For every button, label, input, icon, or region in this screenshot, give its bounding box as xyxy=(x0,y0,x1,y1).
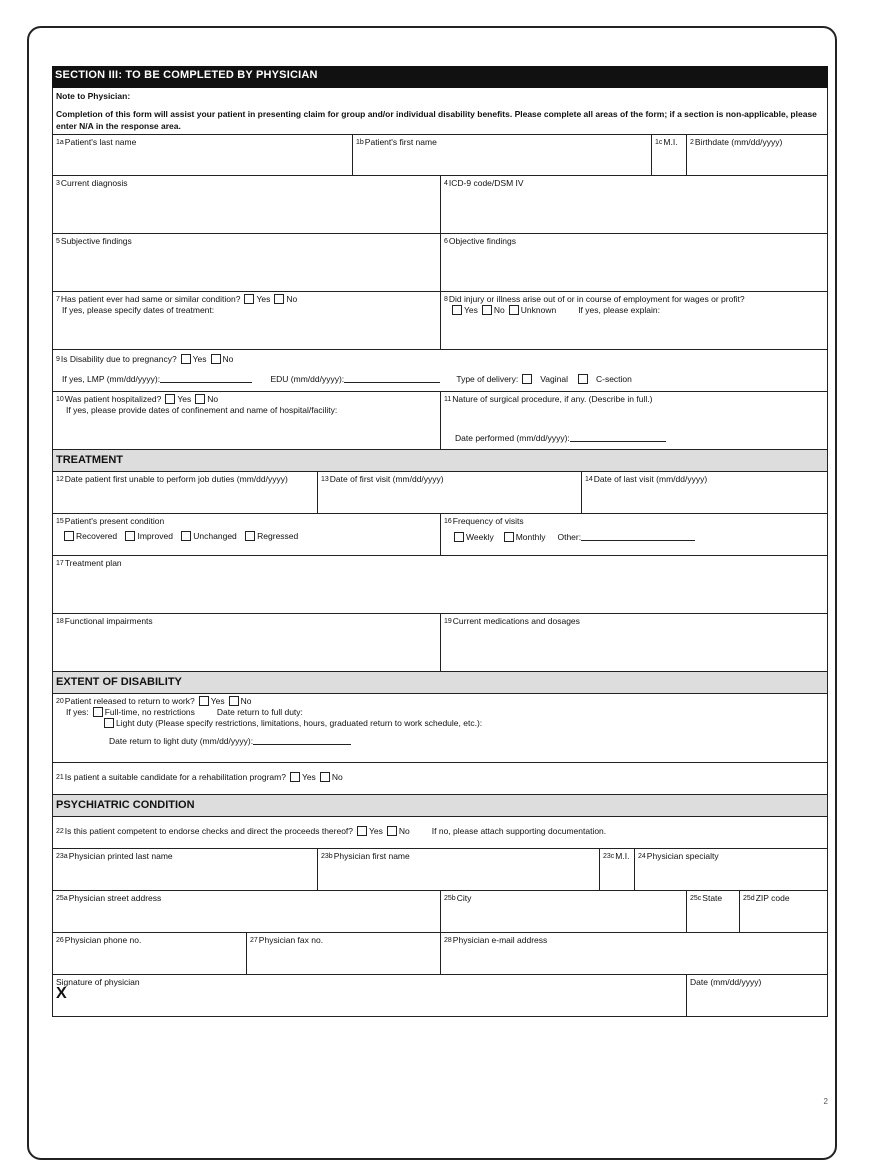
csection-checkbox[interactable] xyxy=(578,374,588,384)
yes-checkbox[interactable] xyxy=(244,294,254,304)
edu-input[interactable] xyxy=(344,373,440,383)
field-number: 19 xyxy=(444,618,452,625)
field-label: Functional impairments xyxy=(64,616,153,626)
field-label: M.I. xyxy=(615,851,630,861)
field-number: 1c xyxy=(655,139,663,146)
field-number: 24 xyxy=(638,853,646,860)
field-label: Birthdate (mm/dd/yyyy) xyxy=(694,137,783,147)
subjective-findings-field[interactable] xyxy=(53,234,440,291)
condition-frequency-row xyxy=(52,514,828,556)
physician-signature-field[interactable] xyxy=(53,975,686,1016)
delivery-label: Type of delivery: xyxy=(456,374,519,384)
physician-street-field[interactable] xyxy=(53,891,440,932)
field-label: State xyxy=(702,893,723,903)
checkbox-label: Regressed xyxy=(257,531,299,541)
signature-date-field[interactable] xyxy=(686,975,827,1016)
checkbox-label: Improved xyxy=(137,531,173,541)
checkbox-label: No xyxy=(398,826,410,836)
section-title: SECTION III: TO BE COMPLETED BY PHYSICIAN xyxy=(55,69,318,81)
physician-first-name-field[interactable] xyxy=(317,849,599,890)
checkbox-label: No xyxy=(286,294,298,304)
physician-specialty-field[interactable] xyxy=(634,849,827,890)
field-label: Patient's first name xyxy=(364,137,437,147)
icd9-code-field[interactable] xyxy=(440,176,827,233)
patient-last-name-field[interactable] xyxy=(53,135,352,175)
visit-frequency-field xyxy=(440,514,827,555)
treatment-section-header xyxy=(52,450,828,472)
checkbox-label: Unknown xyxy=(520,305,557,315)
field-number: 25c xyxy=(690,895,702,902)
checkbox-label: Yes xyxy=(177,394,192,404)
physician-name-row xyxy=(52,849,828,891)
yes-checkbox[interactable] xyxy=(357,826,367,836)
pregnancy-field xyxy=(53,350,827,391)
field-label: Date (mm/dd/yyyy) xyxy=(690,977,762,987)
field-label: Date of last visit (mm/dd/yyyy) xyxy=(593,474,708,484)
checkbox-label: Unchanged xyxy=(193,531,237,541)
field-label: Current medications and dosages xyxy=(452,616,580,626)
field-label: ZIP code xyxy=(755,893,790,903)
condition-history-row xyxy=(52,292,828,350)
checkbox-label: Weekly xyxy=(466,532,494,542)
signature-x-mark: X xyxy=(56,985,67,1002)
similar-condition-field xyxy=(53,292,440,349)
field-sublabel: If yes, please specify dates of treatment: xyxy=(62,305,215,315)
field-sublabel: If yes, please provide dates of confinement and name of hospital/facility: xyxy=(66,405,338,415)
field-label: Physician specialty xyxy=(646,851,719,861)
psychiatric-section-header xyxy=(52,795,828,817)
date-performed-input[interactable] xyxy=(570,432,666,442)
field-label: Current diagnosis xyxy=(60,178,128,188)
impairments-row xyxy=(52,614,828,672)
checkbox-label: Monthly xyxy=(515,532,546,542)
field-label: Is this patient competent to endorse checks and direct the proceeds thereof? xyxy=(64,826,354,836)
field-number: 1a xyxy=(56,139,64,146)
checkbox-label: Full-time, no restrictions xyxy=(104,707,195,717)
physician-fax-field[interactable] xyxy=(246,933,440,974)
patient-mi-field[interactable] xyxy=(651,135,686,175)
checkbox-label: Yes xyxy=(210,696,225,706)
checkbox-label: Yes xyxy=(192,354,207,364)
field-label: Objective findings xyxy=(448,236,516,246)
field-label: Is patient a suitable candidate for a rehabilitation program? xyxy=(64,772,286,782)
field-label: Has patient ever had same or similar condition? xyxy=(60,294,241,304)
improved-checkbox[interactable] xyxy=(125,531,135,541)
field-label: Was patient hospitalized? xyxy=(64,394,162,404)
page-number: 2 xyxy=(823,1097,828,1106)
field-label: Patient's present condition xyxy=(64,516,165,526)
return-to-work-row xyxy=(52,694,828,763)
checkbox-label: Yes xyxy=(464,305,478,315)
checkbox-label: No xyxy=(222,354,234,364)
field-number: 8 xyxy=(444,296,448,303)
hospitalized-field xyxy=(53,392,440,449)
physician-state-field[interactable] xyxy=(686,891,739,932)
checkbox-label: Light duty (Please specify restrictions, limitations, hours, graduated return to work schedule, etc.): xyxy=(116,718,483,728)
field-number: 23a xyxy=(56,853,68,860)
field-number: 1b xyxy=(356,139,364,146)
lmp-input[interactable] xyxy=(160,373,252,383)
competency-note: If no, please attach supporting documentation. xyxy=(431,826,607,836)
yes-checkbox[interactable] xyxy=(452,305,462,315)
no-checkbox[interactable] xyxy=(387,826,397,836)
yes-checkbox[interactable] xyxy=(165,394,175,404)
field-label: Physician e-mail address xyxy=(452,935,548,945)
checkbox-label: No xyxy=(240,696,252,706)
physician-phone-field[interactable] xyxy=(53,933,246,974)
full-duty-date-label: Date return to full duty: xyxy=(216,707,303,717)
weekly-checkbox[interactable] xyxy=(454,532,464,542)
physician-contact-row xyxy=(52,933,828,975)
no-checkbox[interactable] xyxy=(274,294,284,304)
checkbox-label: Recovered xyxy=(76,531,118,541)
recovered-checkbox[interactable] xyxy=(64,531,74,541)
light-duty-date-label: Date return to light duty (mm/dd/yyyy): xyxy=(109,736,254,746)
physician-last-name-field[interactable] xyxy=(53,849,317,890)
competency-field xyxy=(53,817,827,848)
functional-impairments-field[interactable] xyxy=(53,614,440,671)
field-label: Patient's last name xyxy=(64,137,137,147)
field-number: 23b xyxy=(321,853,333,860)
extent-section-header xyxy=(52,672,828,694)
field-label: Physician phone no. xyxy=(64,935,142,945)
field-label: Physician fax no. xyxy=(258,935,324,945)
field-number: 27 xyxy=(250,937,258,944)
field-label: Date of first visit (mm/dd/yyyy) xyxy=(329,474,444,484)
date-performed-label: Date performed (mm/dd/yyyy): xyxy=(455,433,570,443)
birthdate-field[interactable] xyxy=(686,135,827,175)
physician-address-row xyxy=(52,891,828,933)
field-number: 9 xyxy=(56,356,60,363)
physician-city-field[interactable] xyxy=(440,891,686,932)
field-label: Physician printed last name xyxy=(68,851,173,861)
if-yes-label: If yes: xyxy=(66,707,89,717)
edu-label: EDU (mm/dd/yyyy): xyxy=(270,374,345,384)
checkbox-label: No xyxy=(493,305,505,315)
field-number: 21 xyxy=(56,774,64,781)
unknown-checkbox[interactable] xyxy=(509,305,519,315)
field-number: 28 xyxy=(444,937,452,944)
field-number: 17 xyxy=(56,560,64,567)
field-number: 4 xyxy=(444,180,448,187)
checkbox-label: No xyxy=(207,394,219,404)
no-checkbox[interactable] xyxy=(211,354,221,364)
field-label: Physician first name xyxy=(333,851,410,861)
checkbox-label: C-section xyxy=(595,374,632,384)
light-duty-date-input[interactable] xyxy=(253,735,351,745)
field-sublabel: If yes, please explain: xyxy=(578,305,660,315)
field-number: 22 xyxy=(56,828,64,835)
objective-findings-field[interactable] xyxy=(440,234,827,291)
field-number: 23c xyxy=(603,853,615,860)
rehabilitation-field xyxy=(53,763,827,794)
field-number: 10 xyxy=(56,396,64,403)
no-checkbox[interactable] xyxy=(229,696,239,706)
field-number: 12 xyxy=(56,476,64,483)
first-unable-date-field[interactable] xyxy=(53,472,317,513)
competency-row xyxy=(52,817,828,849)
full-time-checkbox[interactable] xyxy=(93,707,103,717)
section-title: TREATMENT xyxy=(56,454,124,466)
yes-checkbox[interactable] xyxy=(181,354,191,364)
no-checkbox[interactable] xyxy=(320,772,330,782)
visit-dates-row xyxy=(52,472,828,514)
field-label: Signature of physician xyxy=(56,977,140,987)
field-number: 25b xyxy=(444,895,456,902)
field-label: Patient released to return to work? xyxy=(64,696,195,706)
other-label: Other: xyxy=(557,532,582,542)
checkbox-label: Vaginal xyxy=(540,374,568,384)
pregnancy-row xyxy=(52,350,828,392)
checkbox-label: Yes xyxy=(256,294,271,304)
section-title: EXTENT OF DISABILITY xyxy=(56,676,182,688)
yes-checkbox[interactable] xyxy=(199,696,209,706)
present-condition-field xyxy=(53,514,440,555)
field-number: 5 xyxy=(56,238,60,245)
field-number: 20 xyxy=(56,698,64,705)
patient-name-row xyxy=(52,134,828,176)
field-number: 25d xyxy=(743,895,755,902)
return-to-work-field xyxy=(53,694,827,762)
field-label: City xyxy=(456,893,472,903)
hospitalization-row xyxy=(52,392,828,450)
physician-form xyxy=(52,66,828,1017)
field-number: 15 xyxy=(56,518,64,525)
field-label: ICD-9 code/DSM IV xyxy=(448,178,524,188)
light-duty-checkbox[interactable] xyxy=(104,718,114,728)
diagnosis-row xyxy=(52,176,828,234)
field-label: Did injury or illness arise out of or in course of employment for wages or profit? xyxy=(448,294,745,304)
field-number: 13 xyxy=(321,476,329,483)
no-checkbox[interactable] xyxy=(482,305,492,315)
field-number: 18 xyxy=(56,618,64,625)
field-label: Subjective findings xyxy=(60,236,132,246)
field-number: 14 xyxy=(585,476,593,483)
field-label: Frequency of visits xyxy=(452,516,524,526)
section-title: PSYCHIATRIC CONDITION xyxy=(56,799,195,811)
field-number: 6 xyxy=(444,238,448,245)
physician-note xyxy=(52,88,828,134)
unchanged-checkbox[interactable] xyxy=(181,531,191,541)
monthly-checkbox[interactable] xyxy=(504,532,514,542)
lmp-label: If yes, LMP (mm/dd/yyyy): xyxy=(62,374,161,384)
signature-row xyxy=(52,975,828,1017)
physician-email-field[interactable] xyxy=(440,933,827,974)
field-number: 16 xyxy=(444,518,452,525)
treatment-plan-field[interactable] xyxy=(53,556,827,613)
checkbox-label: No xyxy=(331,772,343,782)
field-number: 25a xyxy=(56,895,68,902)
field-number: 2 xyxy=(690,139,694,146)
regressed-checkbox[interactable] xyxy=(245,531,255,541)
field-label: M.I. xyxy=(663,137,678,147)
field-label: Nature of surgical procedure, if any. (Describe in full.) xyxy=(452,394,653,404)
field-number: 7 xyxy=(56,296,60,303)
field-label: Treatment plan xyxy=(64,558,122,568)
first-visit-date-field[interactable] xyxy=(317,472,581,513)
current-diagnosis-field[interactable] xyxy=(53,176,440,233)
findings-row xyxy=(52,234,828,292)
checkbox-label: Yes xyxy=(301,772,316,782)
vaginal-checkbox[interactable] xyxy=(522,374,532,384)
section-header xyxy=(52,66,828,88)
physician-zip-field[interactable] xyxy=(739,891,827,932)
note-heading: Note to Physician: xyxy=(56,91,131,101)
checkbox-label: Yes xyxy=(369,826,383,836)
medications-field[interactable] xyxy=(440,614,827,671)
patient-first-name-field[interactable] xyxy=(352,135,651,175)
no-checkbox[interactable] xyxy=(195,394,205,404)
field-label: Date patient first unable to perform job duties (mm/dd/yyyy) xyxy=(64,474,288,484)
employment-injury-field xyxy=(440,292,827,349)
field-number: 11 xyxy=(444,396,452,403)
treatment-plan-row xyxy=(52,556,828,614)
field-number: 3 xyxy=(56,180,60,187)
field-label: Physician street address xyxy=(68,893,162,903)
yes-checkbox[interactable] xyxy=(290,772,300,782)
field-number: 26 xyxy=(56,937,64,944)
surgical-procedure-field[interactable] xyxy=(440,392,827,449)
rehabilitation-row xyxy=(52,763,828,795)
field-label: Is Disability due to pregnancy? xyxy=(60,354,177,364)
last-visit-date-field[interactable] xyxy=(581,472,827,513)
other-input[interactable] xyxy=(581,531,695,541)
physician-mi-field[interactable] xyxy=(599,849,634,890)
note-body: Completion of this form will assist your patient in presenting claim for group and/or individual disability benefits. Please complete all areas of the form; if a section is non-applicable, please enter N/A in the response area. xyxy=(56,109,817,131)
